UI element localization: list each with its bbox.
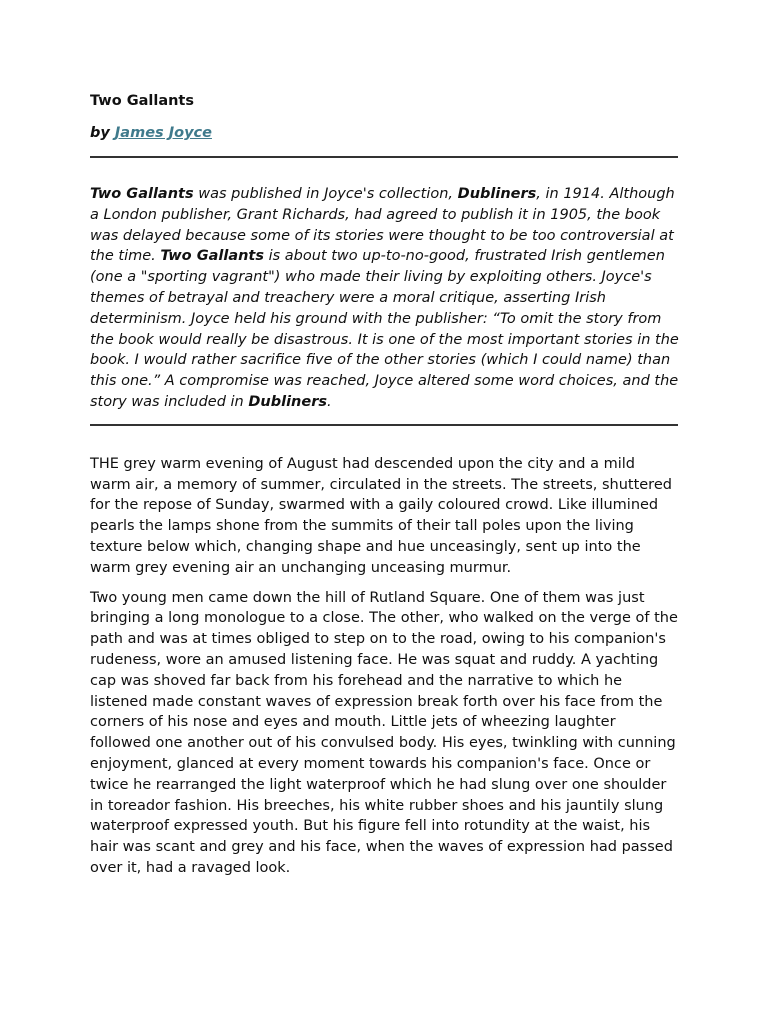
intro-text-3: is about two up-to-no-good, frustrated Irish gentlemen (one a "sporting vagrant") who made their living by exploiting others. Joyce's themes of betrayal and treachery were a moral critique, asserting Irish determinism. Joyce held his ground with the publisher: “To omit the story from the book would really be disastrous. It is one of the most important stories in the book. I would rather sacrifice five of the other stories (which I could name) than this one.” A compromise was reached, Joyce altered some word choices, and the story was included in — [90, 248, 679, 410]
story-paragraph: Two young men came down the hill of Rutland Square. One of them was just bringing a long monologue to a close. The other, who walked on the verge of the path and was at times obliged to step on to the road, owing to his companion's rudeness, wore an amused listening face. He was squat and ruddy. A yachting cap was shoved far back from his forehead and the narrative to which he listened made constant waves of expression break forth over his face from the corners of his nose and eyes and mouth. Little jets of wheezing laughter followed one another out of his convulsed body. His eyes, twinkling with cunning enjoyment, glanced at every moment towards his companion's face. Once or twice he rearranged the light waterproof which he had slung over one shoulder in toreador fashion. His breeches, his white rubber shoes and his jauntily slung waterproof expressed youth. But his figure fell into rotundity at the waist, his hair was scant and grey and his face, when the waves of expression had passed over it, had a ravaged look. — [90, 589, 678, 876]
byline — [90, 122, 680, 144]
intro-text-1: was published in Joyce's collection, — [193, 186, 458, 202]
intro-title-2: Two Gallants — [160, 248, 264, 265]
intro-text-4: . — [326, 393, 332, 410]
byline-prefix: by — [90, 125, 110, 141]
author-link[interactable]: James Joyce — [114, 125, 212, 141]
story-paragraph: THE grey warm evening of August had descended upon the city and a mild warm air, a memory of summer, circulated in the streets. The streets, shuttered for the repose of Sunday, swarmed with a gaily coloured crowd. Like illumined pearls the lamps shone from the summits of their tall poles upon the living texture below which, changing shape and hue unceasingly, sent up into the warm grey evening air an unchanging unceasing murmur. — [90, 455, 672, 576]
intro-text-2: , in 1914. Although a London publisher, Grant Richards, had agreed to publish it in 1905, the book was delayed because some of its stories were thought to be too controversial at the time. — [90, 186, 675, 265]
intro-title-1: Two Gallants — [90, 186, 194, 202]
story-title: Two Gallants — [90, 93, 194, 109]
intro-collection-1: Dubliners — [457, 186, 537, 202]
intro-note — [90, 184, 680, 413]
document-content — [90, 90, 680, 888]
intro-divider — [90, 424, 678, 426]
story-body — [90, 454, 680, 879]
header-divider — [90, 156, 678, 158]
intro-collection-2: Dubliners — [248, 393, 327, 410]
